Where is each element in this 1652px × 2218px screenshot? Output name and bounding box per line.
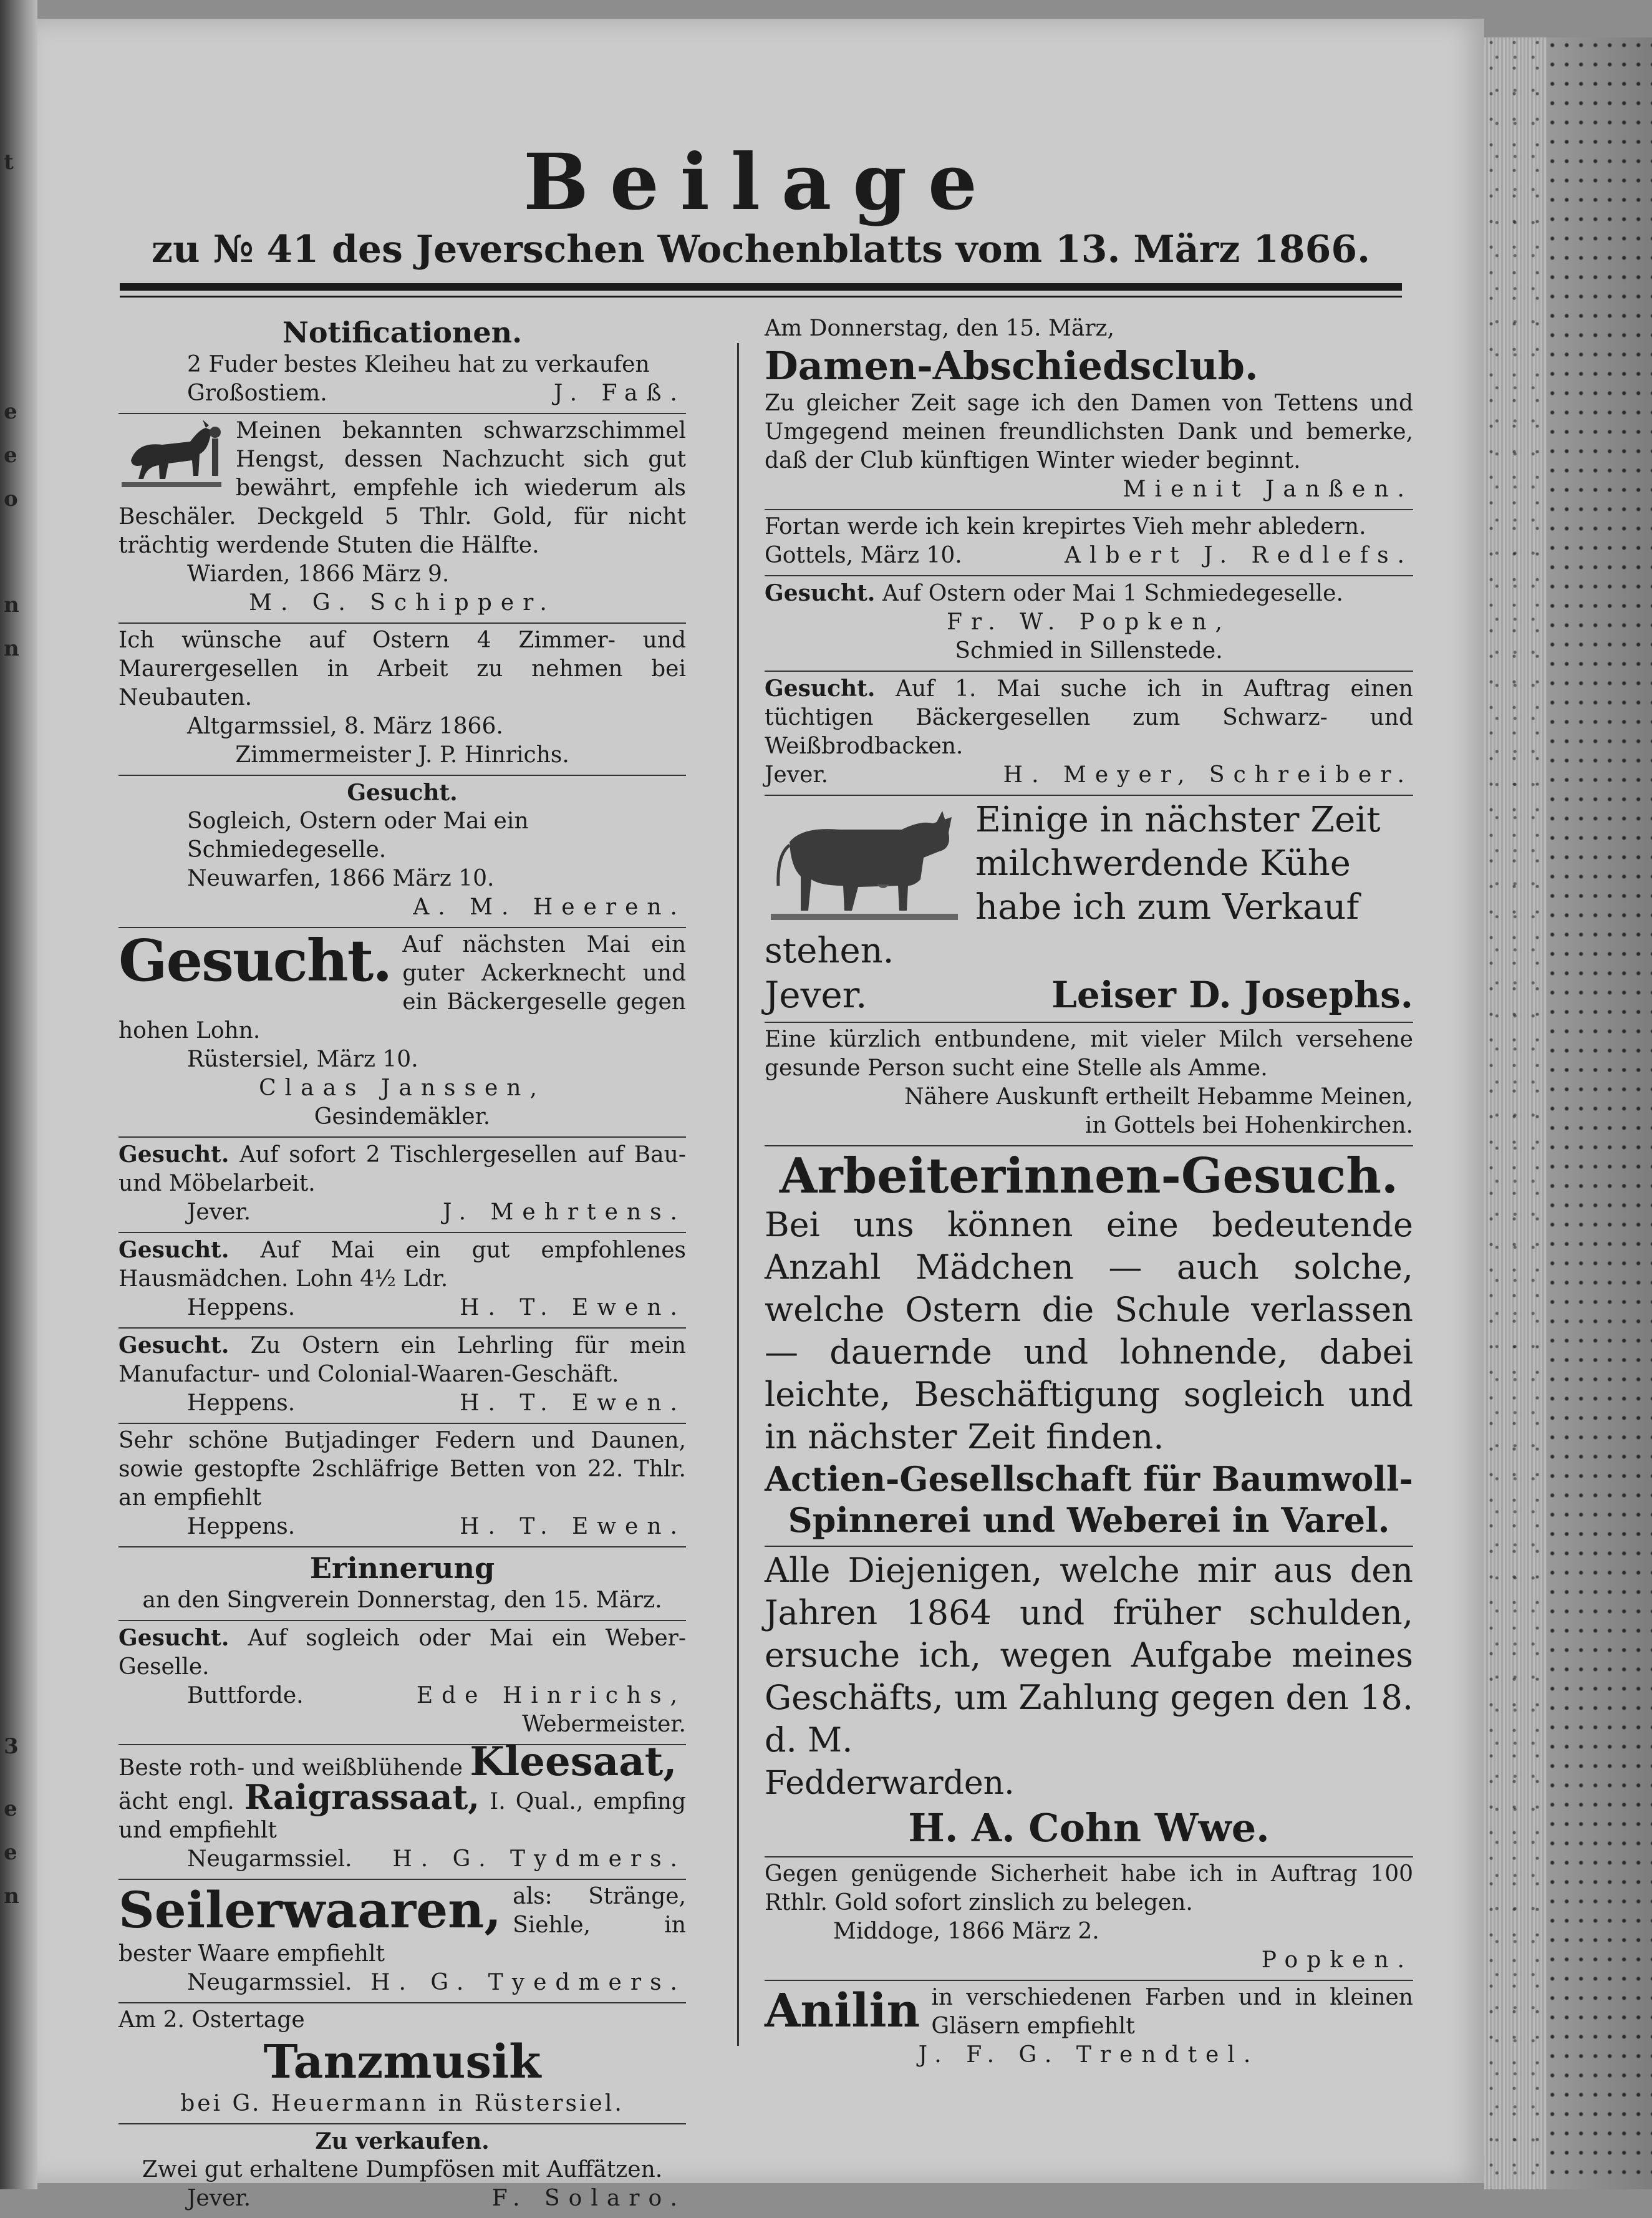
ad-heading: Gesucht.: [347, 780, 458, 806]
ad-heading: Tanzmusik: [263, 2035, 541, 2089]
ad-place: Rüstersiel, März 10.: [187, 1047, 418, 1072]
ad-seilerwaaren: [118, 1880, 686, 2003]
ad-signature: H. G. Tyedmers.: [370, 1970, 686, 1995]
fragment: e: [4, 399, 17, 424]
ad-text: Einige in nächster Zeit milchwerdende Kühe habe ich zum Verkauf stehen.: [765, 800, 1381, 971]
ad-place: Gottels, März 10.: [765, 543, 962, 568]
header-rule: [120, 283, 1402, 291]
ad-place: Heppens.: [187, 1514, 296, 1539]
ad-anilin: [765, 1981, 1413, 2075]
ad-signature: J. Mehrtens.: [443, 1199, 686, 1225]
ad-kleiheu: [118, 312, 686, 414]
ad-signature: M. G. Schipper.: [249, 590, 556, 616]
fragment: n: [4, 1884, 19, 1909]
ad-text: Am 2. Ostertage: [118, 2007, 305, 2033]
cow-illustration-icon: [765, 798, 964, 929]
ad-text: Nähere Auskunft ertheilt Hebamme Meinen,: [904, 1084, 1413, 1110]
ad-text: an den Singverein Donnerstag, den 15. März.: [142, 1587, 662, 1613]
ad-hausmaedchen: [118, 1233, 686, 1329]
ad-signature: J. F. G. Trendtel.: [918, 2042, 1260, 2068]
ad-text: Gegen genügende Sicherheit habe ich in Auftrag 100 Rthlr. Gold sofort zinslich zu belegen.: [765, 1861, 1413, 1915]
ad-hengst: [118, 414, 686, 624]
page-subtitle: zu № 41 des Jeverschen Wochenblatts vom 13. März 1866.: [151, 228, 1371, 271]
left-column: [118, 312, 686, 2218]
ad-heading: Arbeiterinnen-Gesuch.: [779, 1148, 1399, 1204]
ad-place: Jever.: [187, 1199, 251, 1225]
ad-heading: Erinnerung: [309, 1551, 495, 1585]
right-column: [765, 312, 1413, 2075]
ad-text: Auf Mai ein gut empfohlenes Hausmädchen. Lohn 4½ Ldr.: [118, 1237, 686, 1292]
ad-text: Eine kürzlich entbundene, mit vieler Milch versehene gesunde Person sucht eine Stelle als Amme.: [765, 1027, 1413, 1081]
ad-schmiede: [765, 576, 1413, 672]
ad-heading: Damen-Abschiedsclub.: [765, 343, 1258, 389]
ad-place: Fedderwarden.: [765, 1765, 1015, 1802]
ad-text: Sogleich, Ostern oder Mai ein Schmiedegeselle.: [187, 808, 529, 863]
ad-text: Am Donnerstag, den 15. März,: [765, 316, 1114, 341]
ad-heading: Anilin: [765, 1984, 920, 2038]
ad-text: Beste roth- und weißblühende: [118, 1755, 463, 1781]
ad-text: Auf nächsten Mai ein guter Ackerknecht und ein Bäckergeselle gegen hohen Lohn.: [118, 932, 686, 1044]
ad-signature: Popken.: [1261, 1947, 1413, 1973]
ad-vieh: [765, 510, 1413, 576]
ad-text: I. Qual., empfing und empfiehlt: [118, 1789, 686, 1843]
ad-zimmer: [118, 624, 686, 776]
ad-heading: Gesucht.: [118, 927, 392, 994]
ad-text: Fortan werde ich kein krepirtes Vieh mehr abledern.: [765, 514, 1366, 540]
ad-arbeiterinnen: [765, 1146, 1413, 1547]
ad-text: Zu Ostern ein Lehrling für mein Manufactur- und Colonial-Waaren-Geschäft.: [118, 1333, 686, 1387]
ad-text: Auf sogleich oder Mai ein Weber-Geselle.: [118, 1625, 686, 1680]
ad-cohn: [765, 1547, 1413, 1857]
ad-place: Neuwarfen, 1866 März 10.: [187, 866, 495, 891]
ad-text: Bei uns können eine bedeutende Anzahl Mädchen — auch solche, welche Ostern die Schule verlassen — dauernde und lohnende, dabei leichte, Beschäftigung sogleich und in nächster Zeit finden.: [765, 1205, 1413, 1456]
ad-tischler: [118, 1138, 686, 1233]
ad-place: Neugarmssiel.: [187, 1846, 352, 1872]
ad-place: Neugarmssiel.: [187, 1970, 352, 1995]
ad-sicherheit: [765, 1857, 1413, 1981]
ad-text: als: Stränge, Siehle, in bester Waare empfiehlt: [118, 1884, 686, 1967]
fragment: n: [4, 593, 19, 617]
ad-place: Heppens.: [187, 1295, 296, 1320]
column-divider: [737, 343, 739, 2046]
ad-signature: Fr. W. Popken,: [947, 609, 1231, 635]
ad-kleesaat: [118, 1738, 686, 1880]
ad-signature-title: Gesindemäkler.: [314, 1104, 491, 1130]
ad-lead: Gesucht.: [765, 580, 876, 606]
ad-ackerknecht: [118, 928, 686, 1138]
ad-webergeselle: [118, 1621, 686, 1745]
ad-signature: H. T. Ewen.: [460, 1514, 686, 1539]
horse-illustration-icon: [118, 417, 225, 498]
ad-signature: H. T. Ewen.: [460, 1295, 686, 1320]
fragment: t: [4, 150, 14, 175]
ad-place: Buttforde.: [187, 1683, 304, 1708]
ad-signature-title: Webermeister.: [522, 1712, 686, 1737]
ad-lead: Gesucht.: [118, 1141, 229, 1168]
ad-signature: H. Meyer, Schreiber.: [1003, 762, 1413, 788]
ad-heading: Seilerwaaren,: [118, 1881, 502, 1939]
ad-signature: Zimmermeister J. P. Hinrichs.: [235, 742, 569, 768]
ad-place: Jever.: [765, 974, 867, 1016]
ad-signature: F. Solaro.: [491, 2186, 686, 2211]
ad-lead: Gesucht.: [118, 1625, 229, 1651]
ad-heading: Zu verkaufen.: [315, 2128, 490, 2154]
ad-verkaufen: [118, 2124, 686, 2218]
page-title: Beilage: [523, 137, 998, 228]
fragment: e: [4, 443, 17, 468]
ad-signature: H. G. Tydmers.: [392, 1846, 686, 1872]
ad-highlight: Kleesaat,: [470, 1738, 677, 1785]
ad-lehrling: [118, 1329, 686, 1424]
ad-heading: Notificationen.: [282, 316, 523, 349]
ad-erinnerung: [118, 1547, 686, 1621]
newspaper-page: [37, 19, 1484, 2211]
ad-damenclub: [765, 312, 1413, 510]
ad-text: Meinen bekannten schwarzschimmel Hengst, dessen Nachzucht sich gut bewährt, empfehle ich wiederum als Beschäler. Deckgeld 5 Thlr. Gold, für nicht trächtig werdende Stuten die Hälfte.: [118, 418, 686, 558]
ad-tanzmusik: [118, 2003, 686, 2124]
ad-text: bei G. Heuermann in Rüstersiel.: [180, 2091, 624, 2116]
ad-text: in verschiedenen Farben und in kleinen Gläsern empfiehlt: [931, 1985, 1413, 2039]
ad-text: Auf sofort 2 Tischlergesellen auf Bau- und Möbelarbeit.: [118, 1142, 686, 1196]
page-edges-dark: [1547, 37, 1652, 2189]
ad-kuehe: [765, 796, 1413, 1023]
ad-federn: [118, 1424, 686, 1547]
ad-signature: H. T. Ewen.: [460, 1390, 686, 1416]
ad-text: Ich wünsche auf Ostern 4 Zimmer- und Maurergesellen in Arbeit zu nehmen bei Neubauten.: [118, 627, 686, 710]
ad-text: Sehr schöne Butjadinger Federn und Daunen, sowie gestopfte 2schläfrige Betten von 22. Thlr. an empfiehlt: [118, 1428, 686, 1511]
fragment: 3: [4, 1734, 19, 1759]
ad-signature: J. Faß.: [553, 380, 686, 406]
ad-place: Heppens.: [187, 1390, 296, 1416]
fragment: e: [4, 1796, 17, 1821]
fragment: o: [4, 487, 18, 511]
ad-signature: Leiser D. Josephs.: [1051, 974, 1413, 1016]
ad-signature: H. A. Cohn Wwe.: [908, 1805, 1270, 1851]
ad-place: Altgarmssiel, 8. März 1866.: [187, 714, 503, 739]
ad-text: ächt engl.: [118, 1789, 234, 1814]
ad-signature: Albert J. Redlefs.: [1064, 543, 1413, 568]
ad-text: 2 Fuder bestes Kleiheu hat zu verkaufen: [187, 352, 650, 377]
ad-text: Auf 1. Mai suche ich in Auftrag einen tüchtigen Bäckergesellen zum Schwarz- und Weißbrodbacken.: [765, 676, 1413, 759]
ad-signature: A. M. Heeren.: [413, 894, 686, 920]
ad-baecker: [765, 672, 1413, 796]
ad-signature: Actien-Gesellschaft für Baumwoll-Spinnerei und Weberei in Varel.: [765, 1459, 1413, 1540]
ad-text: Zu gleicher Zeit sage ich den Damen von Tettens und Umgegend meinen freundlichsten Dank und bemerke, daß der Club künftigen Winter wieder beginnt.: [765, 390, 1413, 473]
ad-text: Zwei gut erhaltene Dumpfösen mit Auffätzen.: [142, 2157, 663, 2182]
ad-text: Auf Ostern oder Mai 1 Schmiedegeselle.: [882, 581, 1343, 606]
ad-schmiedegeselle: [118, 776, 686, 928]
fragment: n: [4, 636, 19, 661]
ad-signature: Ede Hinrichs,: [416, 1683, 686, 1708]
ad-place: Middoge, 1866 März 2.: [833, 1919, 1099, 1944]
ad-place: Jever.: [187, 2186, 251, 2211]
ad-signature: Mienit Janßen.: [1123, 477, 1413, 502]
ad-text: Alle Diejenigen, welche mir aus den Jahren 1864 und früher schulden, ersuche ich, wegen Aufgabe meines Geschäfts, um Zahlung gegen den 18. d. M.: [765, 1551, 1413, 1760]
ad-lead: Gesucht.: [765, 676, 876, 702]
ad-amme: [765, 1023, 1413, 1146]
ad-text: in Gottels bei Hohenkirchen.: [1084, 1113, 1413, 1138]
ad-lead: Gesucht.: [118, 1332, 229, 1358]
ad-highlight: Raigrassaat,: [244, 1777, 480, 1817]
ad-place: Großostiem.: [187, 380, 327, 406]
fragment: e: [4, 1840, 17, 1865]
ad-place: Jever.: [765, 762, 829, 788]
ad-lead: Gesucht.: [118, 1237, 229, 1263]
header-rule-thin: [120, 296, 1402, 298]
ad-place: Wiarden, 1866 März 9.: [187, 561, 450, 587]
ad-signature: Claas Janssen,: [259, 1075, 546, 1101]
ad-signature-title: Schmied in Sillenstede.: [955, 638, 1223, 664]
